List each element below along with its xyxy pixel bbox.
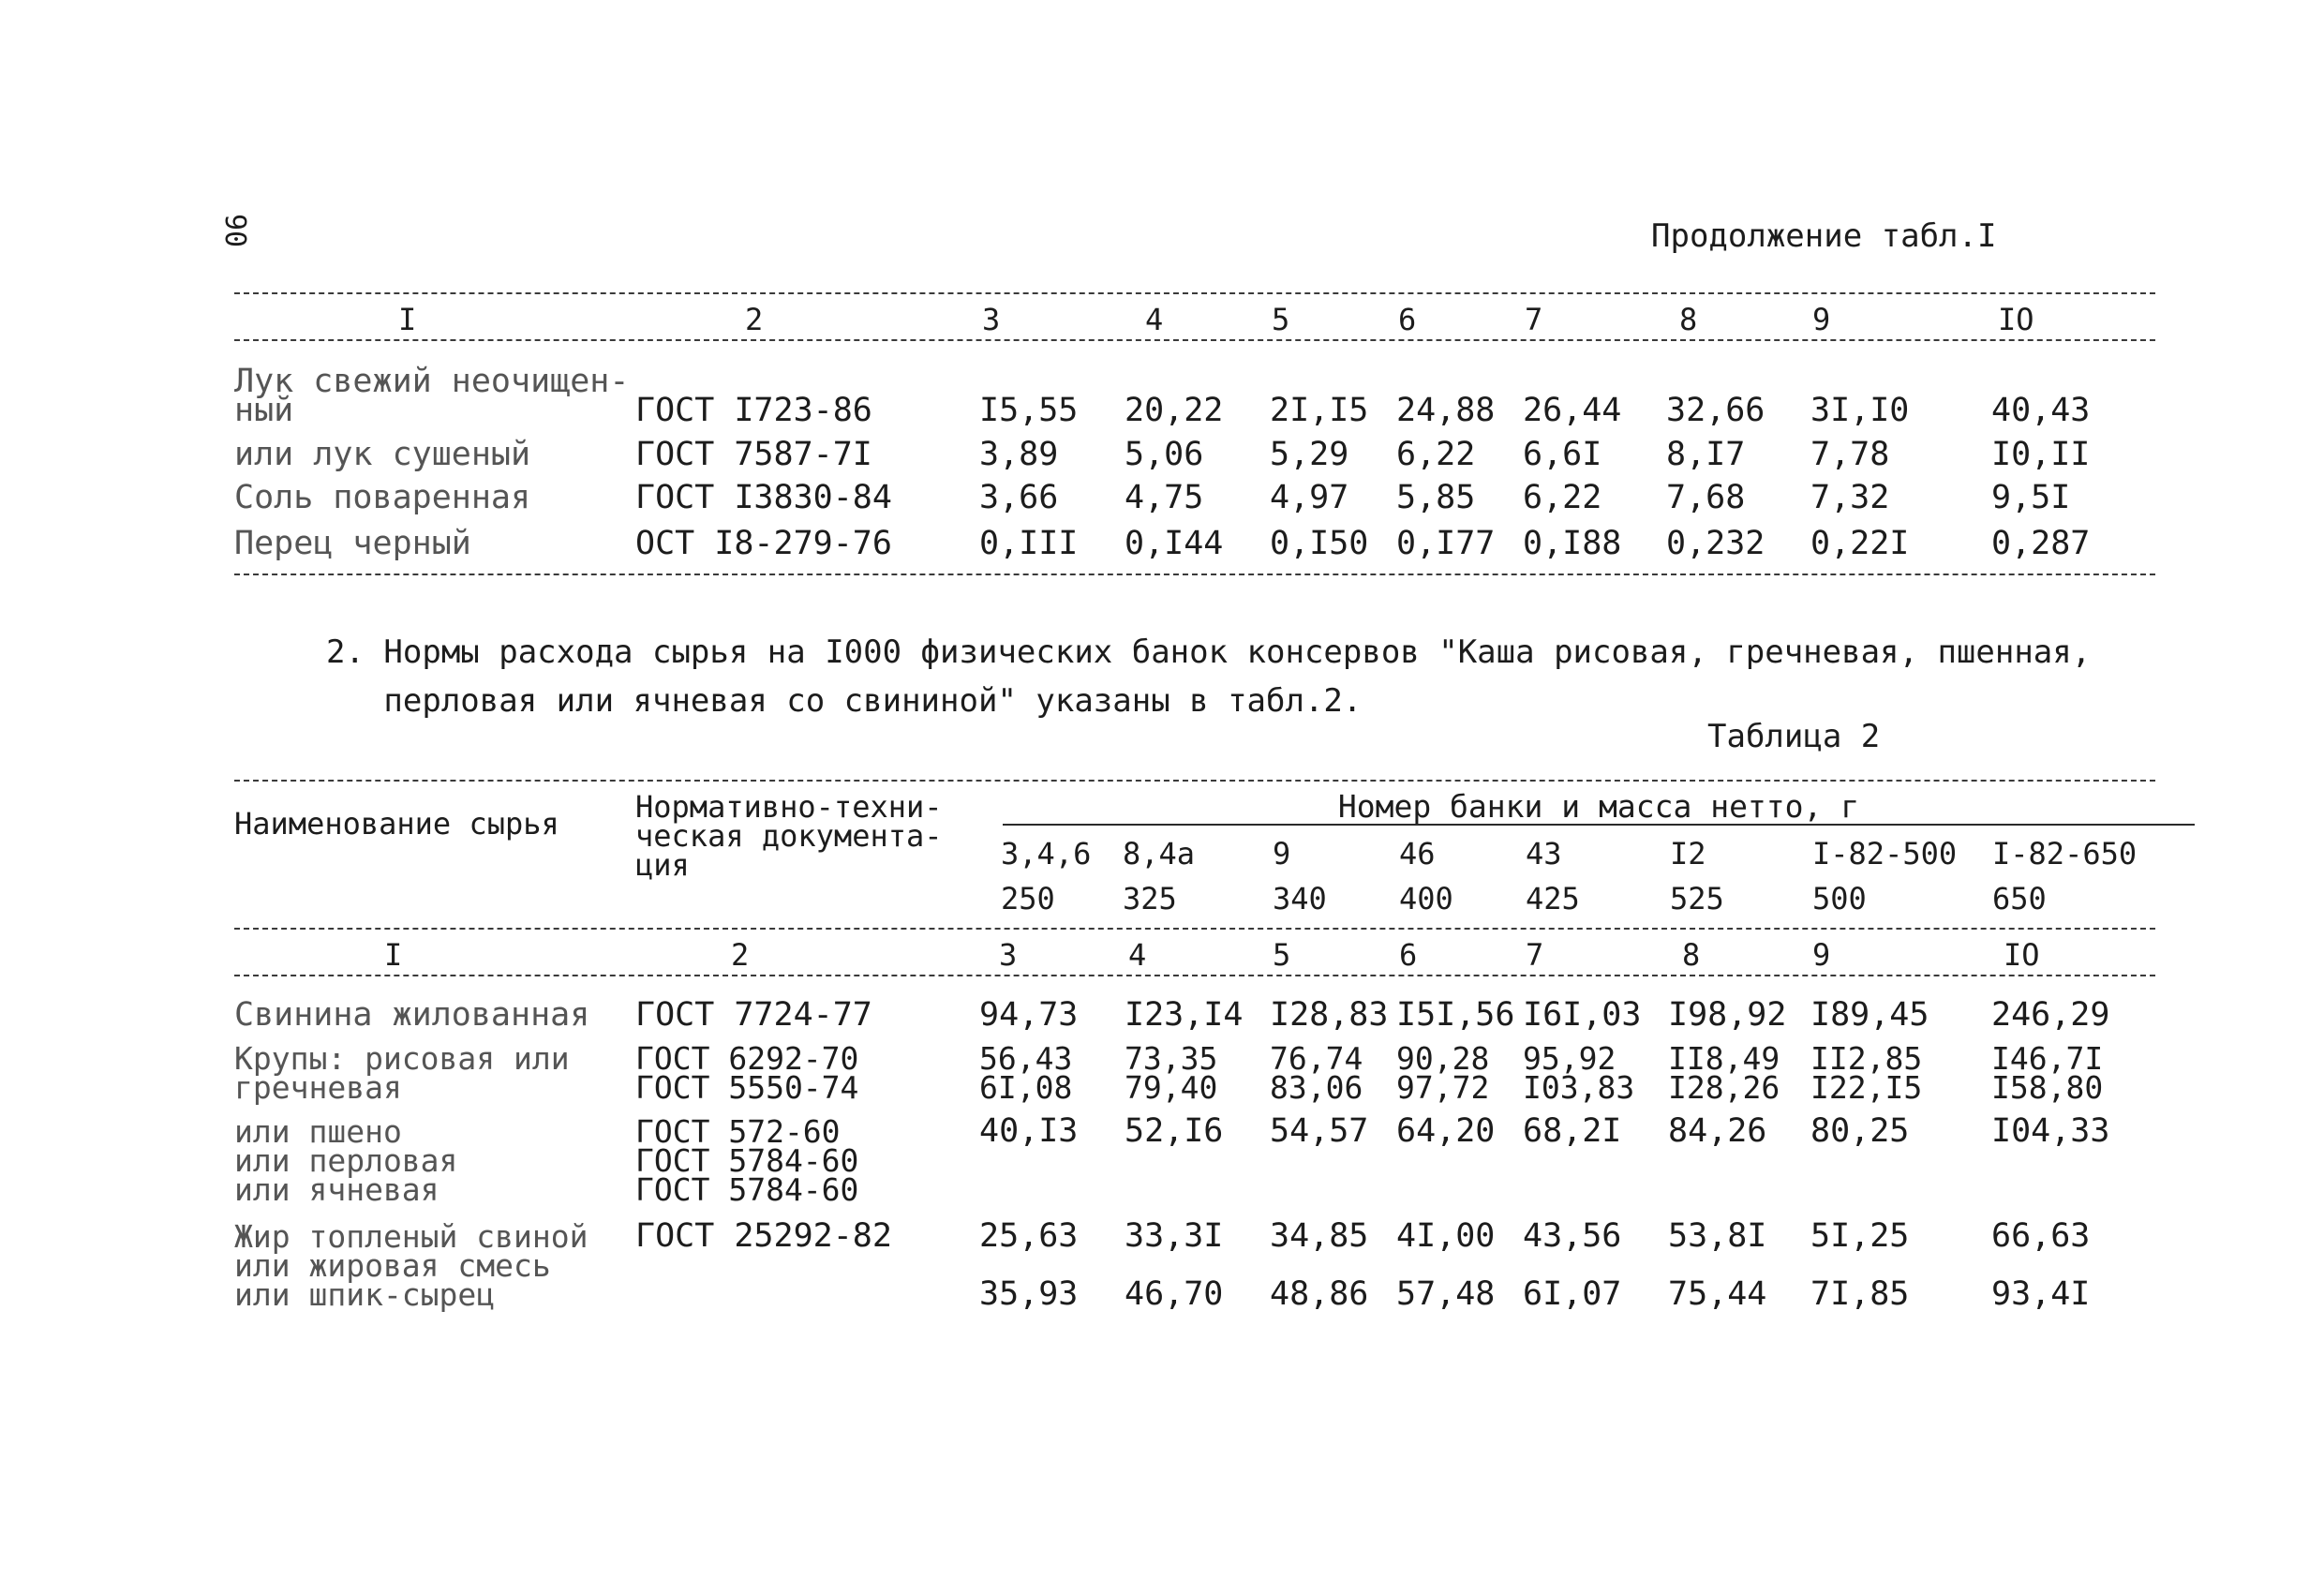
can-mass: 400 — [1399, 881, 1453, 916]
row-value: 4,97 — [1270, 479, 1349, 516]
row-value: I23,I4 — [1125, 996, 1244, 1034]
row-value: 34,85 — [1270, 1217, 1369, 1255]
row-value: 0,I77 — [1396, 525, 1496, 562]
row-value: 6,22 — [1396, 436, 1476, 473]
row-value: 5,06 — [1125, 436, 1204, 473]
row-name: Перец черный — [234, 525, 471, 562]
row-value: 0,I88 — [1523, 525, 1622, 562]
row-value: 53,8I — [1668, 1217, 1767, 1255]
row-value: 90,28 97,72 — [1396, 1040, 1490, 1106]
row-value: I5,55 — [979, 392, 1079, 429]
row-value: I04,33 — [1991, 1112, 2110, 1150]
table2-header-doc: Нормативно-техни- ческая документа- ция — [635, 789, 943, 883]
col-number: 9 — [1812, 937, 1831, 973]
row-name: Крупы: рисовая или гречневая — [234, 1040, 570, 1106]
row-value: 32,66 — [1666, 392, 1765, 429]
row-value: 0,232 — [1666, 525, 1765, 562]
table-continuation-caption: Продолжение табл.I — [1651, 217, 1997, 255]
row-doc: ГОСТ I723-86 — [635, 392, 872, 429]
row-value: 76,74 83,06 — [1270, 1040, 1363, 1106]
col-number: 5 — [1273, 937, 1291, 973]
row-value: 95,92 I03,83 — [1523, 1040, 1635, 1106]
col-number: 4 — [1128, 937, 1147, 973]
can-number: 3,4,6 — [1001, 836, 1092, 871]
col-number: 6 — [1399, 937, 1418, 973]
row-value: I5I,56 — [1396, 996, 1515, 1034]
row-doc: ГОСТ 7724-77 — [635, 996, 872, 1034]
col-number: 2 — [731, 937, 750, 973]
can-number: 8,4а — [1123, 836, 1196, 871]
can-number: 43 — [1526, 836, 1562, 871]
table1-top-rule — [234, 292, 2155, 294]
row-value: 3I,I0 — [1810, 392, 1910, 429]
row-value: I28,83 — [1270, 996, 1389, 1034]
col-number: 7 — [1525, 302, 1543, 337]
row-value: 43,56 — [1523, 1217, 1622, 1255]
col-number: 9 — [1812, 302, 1831, 337]
row-doc: ОСТ I8-279-76 — [635, 525, 892, 562]
table2-top-rule — [234, 780, 2155, 782]
row-doc: ГОСТ I3830-84 — [635, 479, 892, 516]
row-value: 8,I7 — [1666, 436, 1746, 473]
row-doc: ГОСТ 572-60 ГОСТ 5784-60 ГОСТ 5784-60 — [635, 1113, 859, 1208]
row-value: 6I,07 — [1523, 1275, 1622, 1313]
paragraph-text: 2. Нормы расхода сырья на I000 физических банок консервов "Каша рисовая, гречневая, пшенная, перловая или ячневая со свининой" указаны в табл.2. — [326, 633, 2092, 720]
row-value: I0,II — [1991, 436, 2091, 473]
row-value: I46,7I I58,80 — [1991, 1040, 2104, 1106]
row-value: 46,70 — [1125, 1275, 1224, 1313]
row-value: 5,85 — [1396, 479, 1476, 516]
row-value: 84,26 — [1668, 1112, 1767, 1150]
row-value: 57,48 — [1396, 1275, 1496, 1313]
table1-bottom-rule — [234, 574, 2155, 575]
table2-header-span: Номер банки и масса нетто, г — [1003, 790, 2195, 826]
row-value: II2,85 I22,I5 — [1810, 1040, 1923, 1106]
row-value: 0,287 — [1991, 525, 2091, 562]
row-value: 25,63 — [979, 1217, 1079, 1255]
col-number: 3 — [999, 937, 1018, 973]
col-number: 8 — [1682, 937, 1701, 973]
row-value: I6I,03 — [1523, 996, 1642, 1034]
row-doc: ГОСТ 7587-7I — [635, 436, 872, 473]
row-value: 3,89 — [979, 436, 1059, 473]
row-value: I89,45 — [1810, 996, 1929, 1034]
col-number: IO — [2004, 937, 2040, 973]
table2-colnum-rule — [234, 975, 2155, 976]
can-mass: 650 — [1992, 881, 2047, 916]
row-value: 5I,25 — [1810, 1217, 1910, 1255]
row-value: 246,29 — [1991, 996, 2110, 1034]
col-number: 6 — [1398, 302, 1417, 337]
row-value: 73,35 79,40 — [1125, 1040, 1218, 1106]
row-name: Жир топленый свиной или жировая смесь — [234, 1218, 588, 1284]
row-value: 24,88 — [1396, 392, 1496, 429]
can-mass: 425 — [1526, 881, 1580, 916]
row-value: 93,4I — [1991, 1275, 2091, 1313]
row-value: 6,6I — [1523, 436, 1602, 473]
row-value: 33,3I — [1125, 1217, 1224, 1255]
can-number: I2 — [1670, 836, 1706, 871]
table1-header-rule — [234, 339, 2155, 341]
col-number: I — [384, 937, 403, 973]
row-value: 7I,85 — [1810, 1275, 1910, 1313]
row-name: или лук сушеный — [234, 436, 531, 473]
row-value: 9,5I — [1991, 479, 2071, 516]
row-value: 7,32 — [1810, 479, 1890, 516]
row-value: 6,22 — [1523, 479, 1602, 516]
row-value: 94,73 — [979, 996, 1079, 1034]
row-value: 26,44 — [1523, 392, 1622, 429]
row-value: 80,25 — [1810, 1112, 1910, 1150]
can-mass: 325 — [1123, 881, 1177, 916]
col-number: 2 — [745, 302, 764, 337]
table2-header-name: Наименование сырья — [234, 806, 559, 842]
row-value: 0,I50 — [1270, 525, 1369, 562]
row-value: 0,I44 — [1125, 525, 1224, 562]
row-value: 7,68 — [1666, 479, 1746, 516]
col-number: I — [398, 302, 417, 337]
table2-title: Таблица 2 — [1707, 718, 1881, 755]
can-number: 46 — [1399, 836, 1436, 871]
row-name: Соль поваренная — [234, 479, 531, 516]
row-value: 5,29 — [1270, 436, 1349, 473]
col-number: 7 — [1526, 937, 1544, 973]
table2-header-rule — [234, 928, 2155, 930]
row-value: 56,43 6I,08 — [979, 1040, 1073, 1106]
col-number: 8 — [1679, 302, 1698, 337]
can-number: 9 — [1273, 836, 1291, 871]
col-number: IO — [1998, 302, 2034, 337]
row-value: 3,66 — [979, 479, 1059, 516]
row-value: 0,22I — [1810, 525, 1910, 562]
row-name: или шпик-сырец — [234, 1276, 496, 1313]
row-value: 0,III — [979, 525, 1079, 562]
row-name: Свинина жилованная — [234, 996, 590, 1034]
can-mass: 340 — [1273, 881, 1327, 916]
col-number: 3 — [982, 302, 1001, 337]
can-mass: 500 — [1812, 881, 1867, 916]
row-doc: ГОСТ 25292-82 — [635, 1217, 892, 1255]
row-name: или пшено или перловая или ячневая — [234, 1113, 458, 1208]
row-value: 66,63 — [1991, 1217, 2091, 1255]
row-value: 35,93 — [979, 1275, 1079, 1313]
row-doc: ГОСТ 6292-70 ГОСТ 5550-74 — [635, 1040, 859, 1106]
row-value: 54,57 — [1270, 1112, 1369, 1150]
page-number: 90 — [218, 214, 251, 248]
row-value: II8,49 I28,26 — [1668, 1040, 1780, 1106]
row-value: 68,2I — [1523, 1112, 1622, 1150]
row-value: 4,75 — [1125, 479, 1204, 516]
can-mass: 250 — [1001, 881, 1055, 916]
row-value: 40,I3 — [979, 1112, 1079, 1150]
row-value: I98,92 — [1668, 996, 1787, 1034]
row-value: 4I,00 — [1396, 1217, 1496, 1255]
row-value: 64,20 — [1396, 1112, 1496, 1150]
row-value: 52,I6 — [1125, 1112, 1224, 1150]
can-mass: 525 — [1670, 881, 1724, 916]
row-value: 48,86 — [1270, 1275, 1369, 1313]
row-value: 75,44 — [1668, 1275, 1767, 1313]
row-value: 20,22 — [1125, 392, 1224, 429]
can-number: I-82-650 — [1992, 836, 2138, 871]
col-number: 4 — [1145, 302, 1164, 337]
col-number: 5 — [1272, 302, 1290, 337]
row-name: Лук свежий неочищен- ный — [234, 363, 630, 429]
row-value: 40,43 — [1991, 392, 2091, 429]
can-number: I-82-500 — [1812, 836, 1958, 871]
row-value: 7,78 — [1810, 436, 1890, 473]
row-value: 2I,I5 — [1270, 392, 1369, 429]
